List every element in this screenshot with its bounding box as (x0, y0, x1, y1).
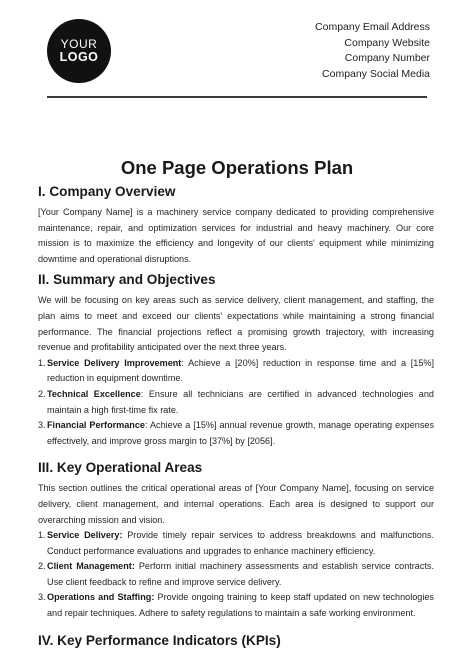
section-heading-kpis: IV. Key Performance Indicators (KPIs) (38, 632, 281, 648)
list-item (38, 356, 434, 387)
list-number: 2. (38, 561, 46, 572)
areas-paragraph: This section outlines the critical operational areas of [Your Company Name], focusing on service delivery, client management, and internal operations. Each area is designed to support our overarching mission and vision. (38, 483, 434, 525)
contact-social: Company Social Media (322, 68, 430, 81)
list-item-label: Service Delivery: (47, 530, 123, 541)
list-number: 1. (38, 530, 46, 541)
header-divider (47, 96, 427, 98)
list-item (38, 559, 434, 590)
list-item (38, 418, 434, 449)
logo-line-1: YOUR (60, 37, 98, 52)
list-item-text: Perform initial machinery assessments and establish service contracts. Use client feedback to refine and improve service delivery. (47, 561, 435, 587)
contact-number: Company Number (344, 52, 430, 65)
section-heading-summary: II. Summary and Objectives (38, 272, 216, 288)
section-heading-overview: I. Company Overview (38, 184, 176, 199)
objectives-list (38, 356, 434, 450)
list-item-text: Provide timely repair services to address breakdowns and malfunctions. Conduct performance evaluations and upgrades to enhance machinery efficiency. (47, 530, 434, 556)
overview-paragraph: [Your Company Name] is a machinery service company dedicated to providing comprehensive maintenance, repair, and optimization services for industrial and heavy machinery. Our core mission is to maximize the efficiency and longevity of our clients' equipment while minimizing downtime and operational disruptions. (38, 207, 434, 264)
section-heading-areas: III. Key Operational Areas (38, 460, 203, 476)
company-logo (47, 19, 111, 83)
list-item-text: Provide ongoing training to keep staff updated on new technologies and repair techniques. Adhere to safety regulations to maintain a safe working environment. (47, 592, 434, 619)
document-body (38, 183, 434, 650)
contact-website: Company Website (344, 36, 430, 49)
list-item-label: Financial Performance (47, 420, 145, 431)
list-item-label: Technical Excellence (47, 388, 141, 399)
operational-areas-list (38, 528, 434, 622)
logo-line-2: LOGO (59, 49, 99, 64)
list-item-text: : Ensure all technicians are certified in advanced technologies and maintain a high first-time fix rate. (47, 388, 434, 415)
contact-block (315, 20, 430, 83)
list-item (38, 387, 434, 418)
summary-paragraph: We will be focusing on key areas such as service delivery, client management, and staffing, the plan aims to meet and exceed our clients' expectations while maintaining a strong financial performance. The financial projections reflect a promising growth trajectory, with increasing revenue and profitability anticipated over the next three years. (38, 295, 434, 353)
list-number: 1. (38, 357, 46, 368)
list-number: 2. (38, 388, 46, 399)
list-item-text: : Achieve a [20%] reduction in response time and a [15%] reduction in equipment downtime. (47, 357, 435, 384)
list-item (38, 528, 434, 559)
list-item-label: Operations and Staffing: (47, 592, 155, 603)
list-item-label: Client Management: (47, 561, 135, 572)
list-number: 3. (38, 592, 46, 603)
document-title: One Page Operations Plan (120, 157, 354, 178)
list-item (38, 590, 434, 621)
list-number: 3. (38, 420, 46, 431)
list-item-label: Service Delivery Improvement (47, 357, 182, 368)
contact-email: Company Email Address (315, 21, 430, 33)
list-item-text: : Achieve a [15%] annual revenue growth, manage operating expenses effectively, and improve gross margin to [37%] by [2056]. (47, 420, 434, 446)
